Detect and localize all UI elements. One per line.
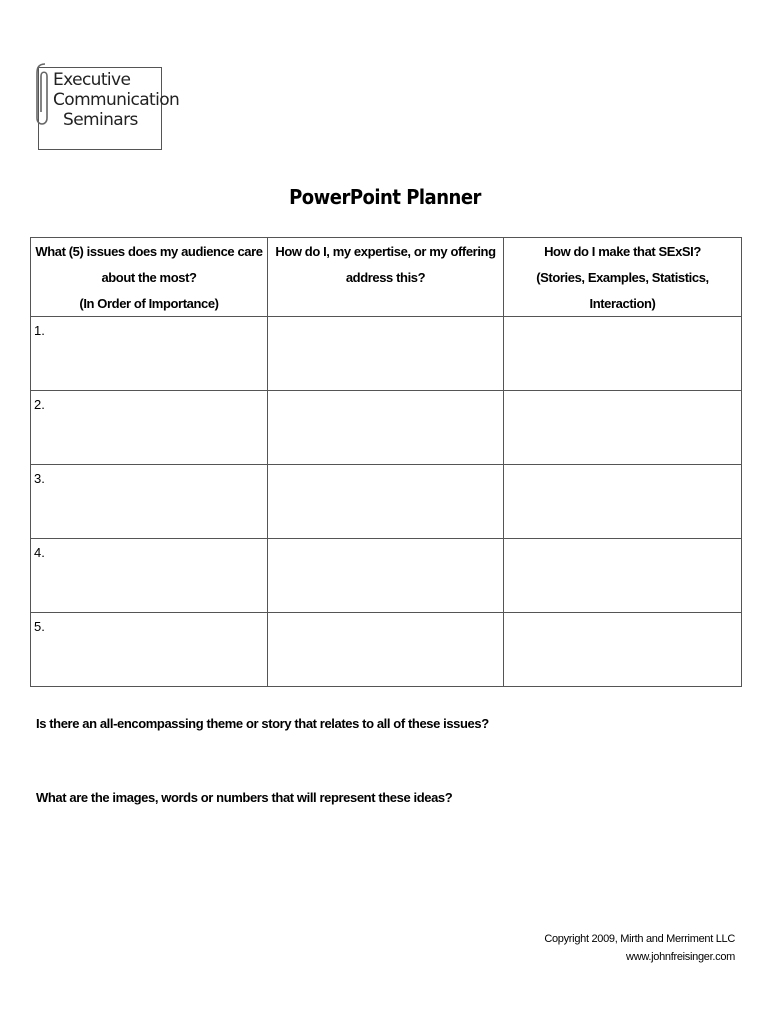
expertise-cell[interactable] — [268, 465, 504, 539]
logo-text — [53, 70, 179, 130]
issue-cell[interactable] — [31, 317, 268, 391]
sexsi-cell[interactable] — [504, 465, 742, 539]
images-question: What are the images, words or numbers that will represent these ideas? — [36, 790, 453, 805]
expertise-cell[interactable] — [268, 539, 504, 613]
logo-line-seminars: Seminars — [63, 110, 138, 130]
header-sexsi — [504, 238, 742, 317]
header-line: (In Order of Importance) — [79, 296, 219, 311]
sexsi-cell[interactable] — [504, 613, 742, 687]
copyright-text: Copyright 2009, Mirth and Merriment LLC — [544, 933, 735, 945]
table-row — [31, 391, 742, 465]
header-line: How do I make that SExSI? — [544, 244, 701, 259]
row-number: 5. — [34, 619, 45, 634]
logo-line-communication: Communication — [53, 90, 180, 110]
table-row — [31, 613, 742, 687]
logo-line-executive: Executive — [53, 70, 131, 90]
expertise-cell[interactable] — [268, 317, 504, 391]
header-line: about the most? — [101, 270, 197, 285]
paperclip-icon — [33, 60, 53, 130]
sexsi-cell[interactable] — [504, 539, 742, 613]
page-title: PowerPoint Planner — [289, 185, 481, 209]
header-line: How do I, my expertise, or my offering — [275, 244, 496, 259]
expertise-cell[interactable] — [268, 391, 504, 465]
row-number: 4. — [34, 545, 45, 560]
website-link[interactable]: www.johnfreisinger.com — [626, 951, 735, 963]
planner-table — [30, 237, 742, 687]
header-line: What (5) issues does my audience care — [35, 244, 263, 259]
row-number: 2. — [34, 397, 45, 412]
theme-question: Is there an all-encompassing theme or story that relates to all of these issues? — [36, 716, 489, 731]
sexsi-cell[interactable] — [504, 317, 742, 391]
row-number: 3. — [34, 471, 45, 486]
row-number: 1. — [34, 323, 45, 338]
header-line: (Stories, Examples, Statistics, — [536, 270, 709, 285]
sexsi-cell[interactable] — [504, 391, 742, 465]
header-line: Interaction) — [589, 296, 656, 311]
header-line: address this? — [345, 270, 426, 285]
issue-cell[interactable] — [31, 465, 268, 539]
issue-cell[interactable] — [31, 613, 268, 687]
table-header-row — [31, 238, 742, 317]
table-row — [31, 539, 742, 613]
footer — [544, 930, 735, 966]
table-row — [31, 465, 742, 539]
issue-cell[interactable] — [31, 391, 268, 465]
company-logo — [38, 67, 180, 150]
table-row — [31, 317, 742, 391]
expertise-cell[interactable] — [268, 613, 504, 687]
header-expertise — [268, 238, 504, 317]
header-audience-issues — [31, 238, 268, 317]
issue-cell[interactable] — [31, 539, 268, 613]
